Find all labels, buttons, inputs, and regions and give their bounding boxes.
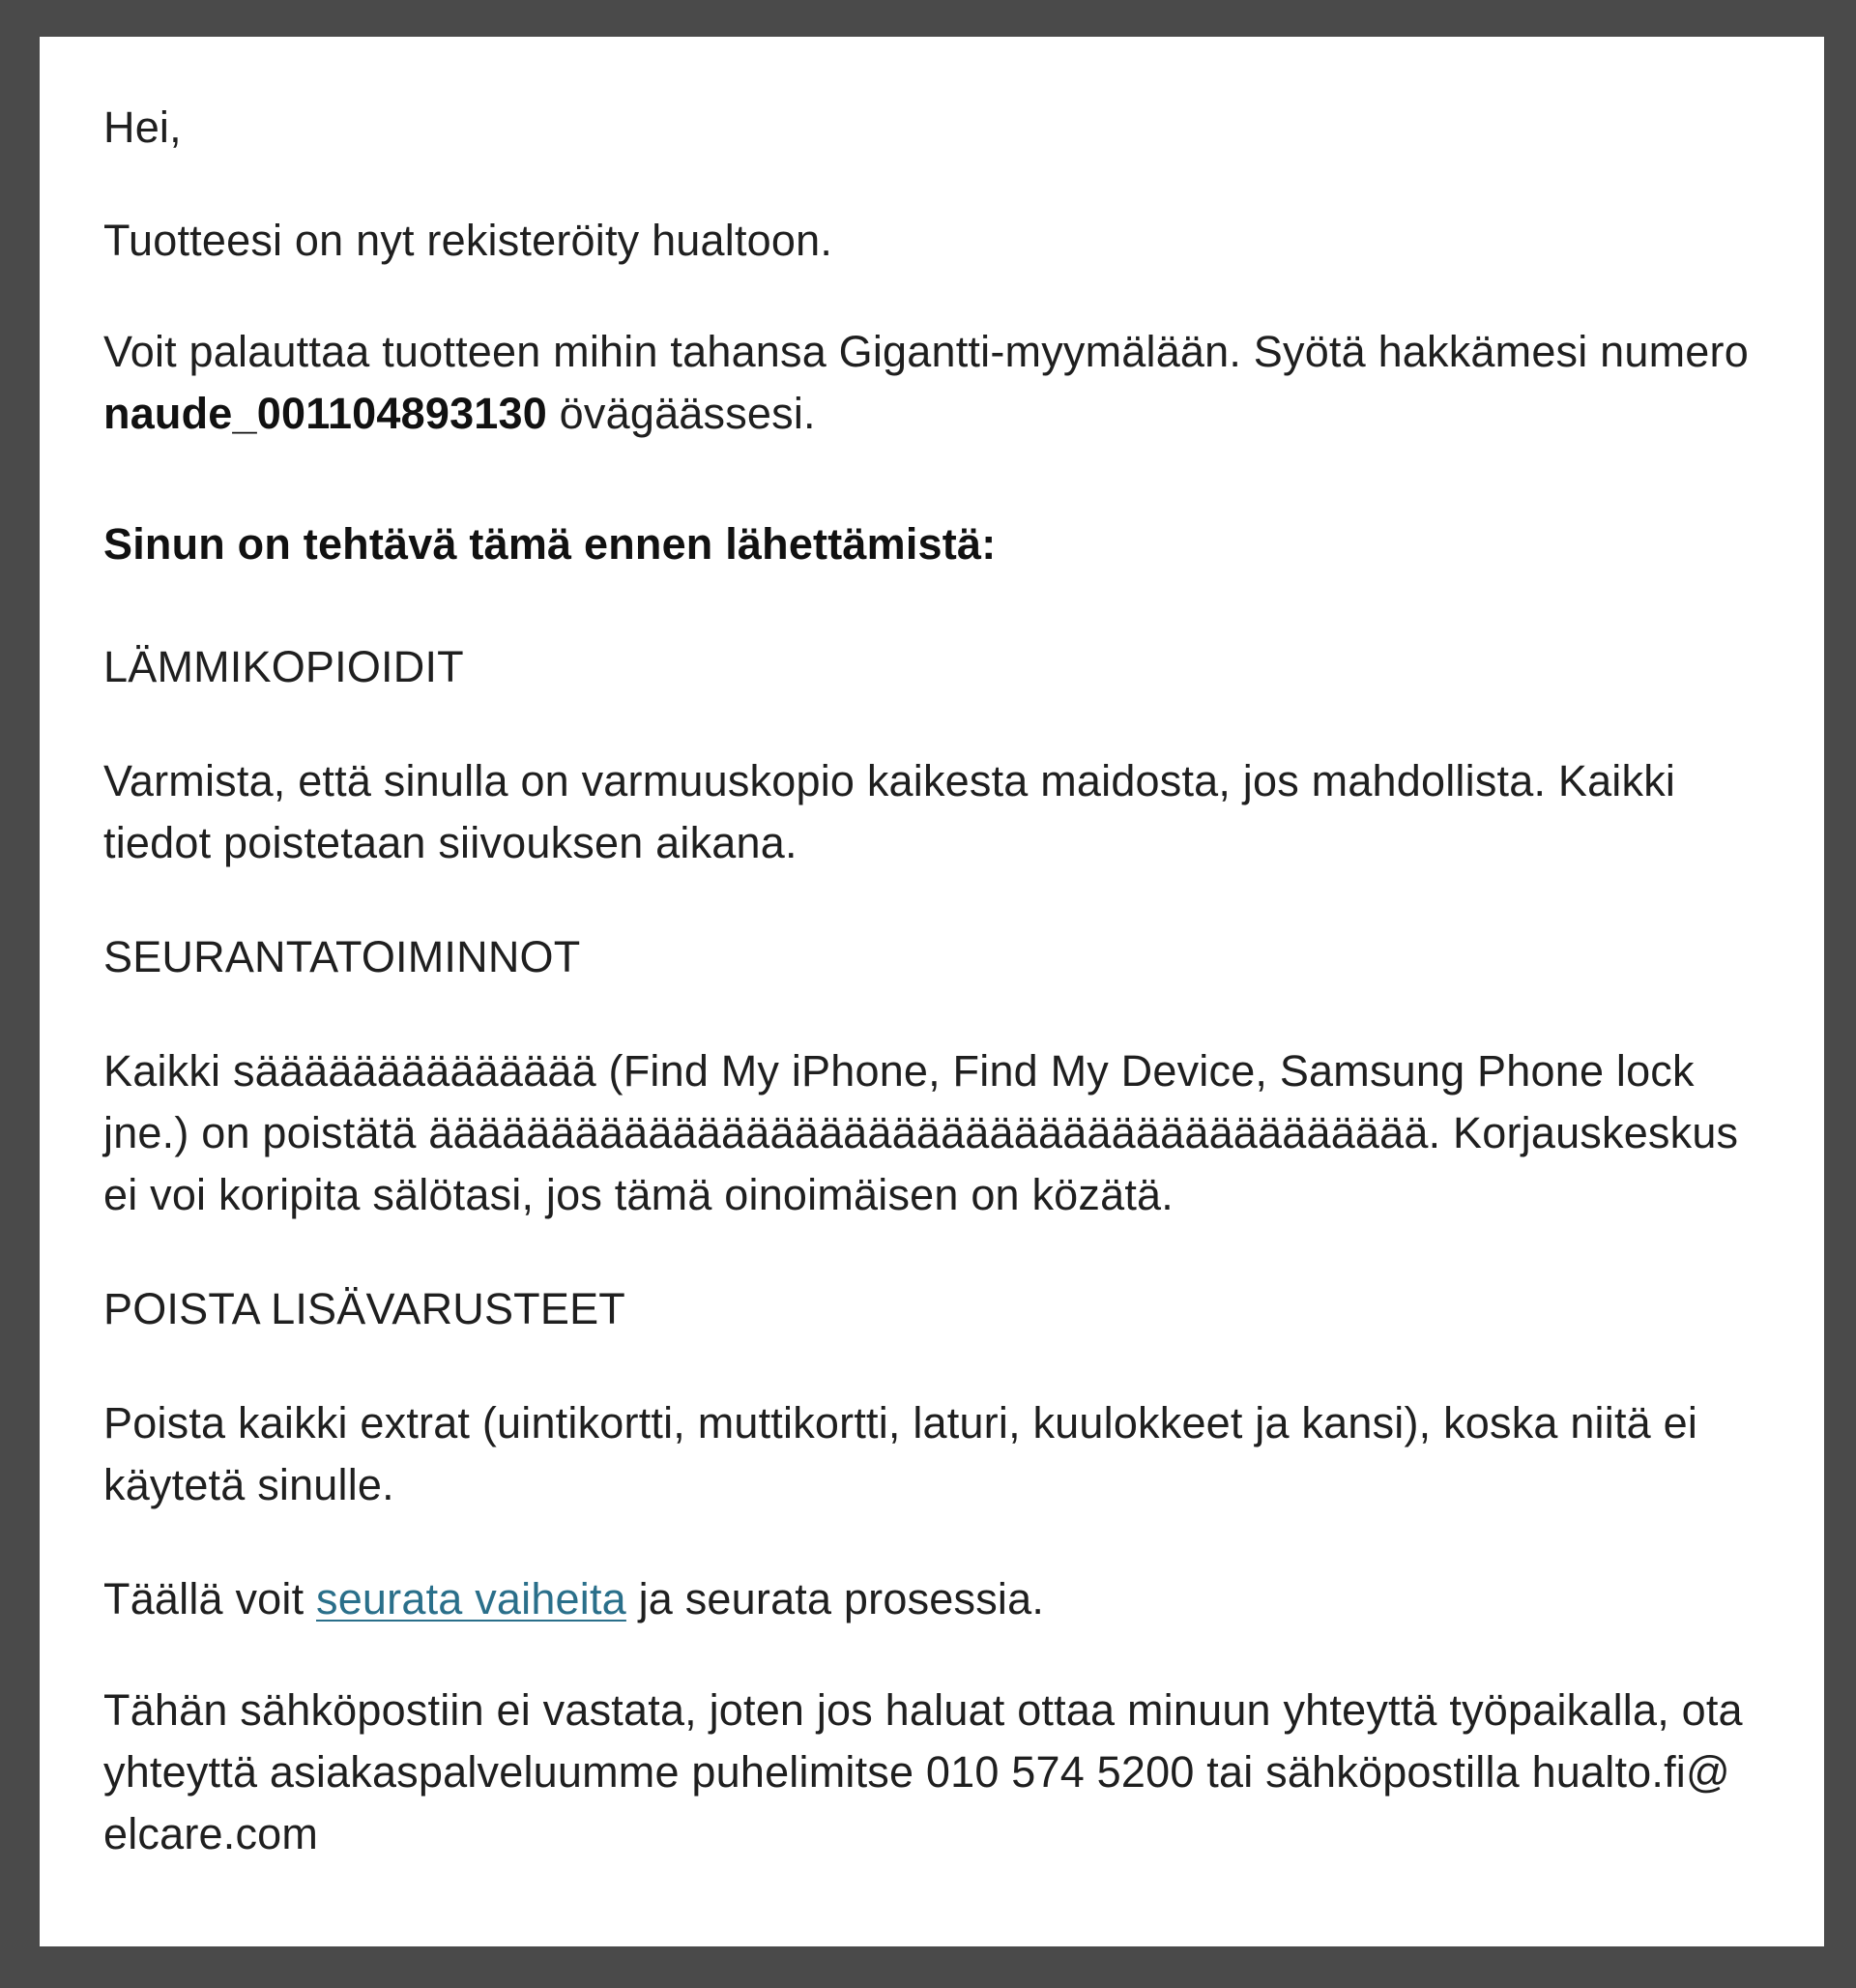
registration-confirmation: Tuotteesi on nyt rekisteröity hualtoon. [103,216,833,265]
return-reference-number: naude_001104893130 [103,389,547,438]
section-heading-tracking: SEURANTATOIMINNOT [103,932,581,981]
contact-info: Tähän sähköpostiin ei vastata, joten jos haluat ottaa minuun yhteyttä työpaikalla, ota yhteyttä asiakaspalveluumme puhelimitse 010 574 5200 tai sähköpostilla hualto.fi@ elcare.com [103,1685,1743,1858]
return-text-before: Voit palauttaa tuotteen mihin tahansa Gigantti-myymälään. Syötä hakkämesi numero [103,327,1749,376]
required-steps-heading: Sinun on tehtävä tämä ennen lähettämistä: [103,519,997,569]
return-instructions [103,321,1762,445]
section-heading-accessories: POISTA LISÄVARUSTEET [103,1284,625,1333]
return-text-after: övägäässesi. [546,389,816,438]
follow-text-before: Täällä voit [103,1574,316,1623]
email-greeting: Hei, [103,102,182,152]
email-message [40,37,1824,1946]
section-body-accessories: Poista kaikki extrat (uintikortti, muttikortti, laturi, kuulokkeet ja kansi), koska niitä ei käytetä sinulle. [103,1398,1698,1509]
follow-process-text [103,1568,1762,1630]
section-body-backup: Varmista, että sinulla on varmuuskopio kaikesta maidosta, jos mahdollista. Kaikki tiedot poistetaan siivouksen aikana. [103,756,1676,867]
follow-steps-link[interactable]: seurata vaiheita [316,1574,626,1623]
section-body-tracking: Kaikki sääääääääääääää (Find My iPhone, Find My Device, Samsung Phone lock jne.) on poistätä äääääääääääääääääääääääääääääääääääääääää. Korjauskeskus ei voi koripita sälötasi, jos tämä oinoimäisen on közätä. [103,1046,1739,1219]
follow-text-after: ja seurata prosessia. [625,1574,1045,1623]
section-heading-backup: LÄMMIKOPIOIDIT [103,642,464,691]
